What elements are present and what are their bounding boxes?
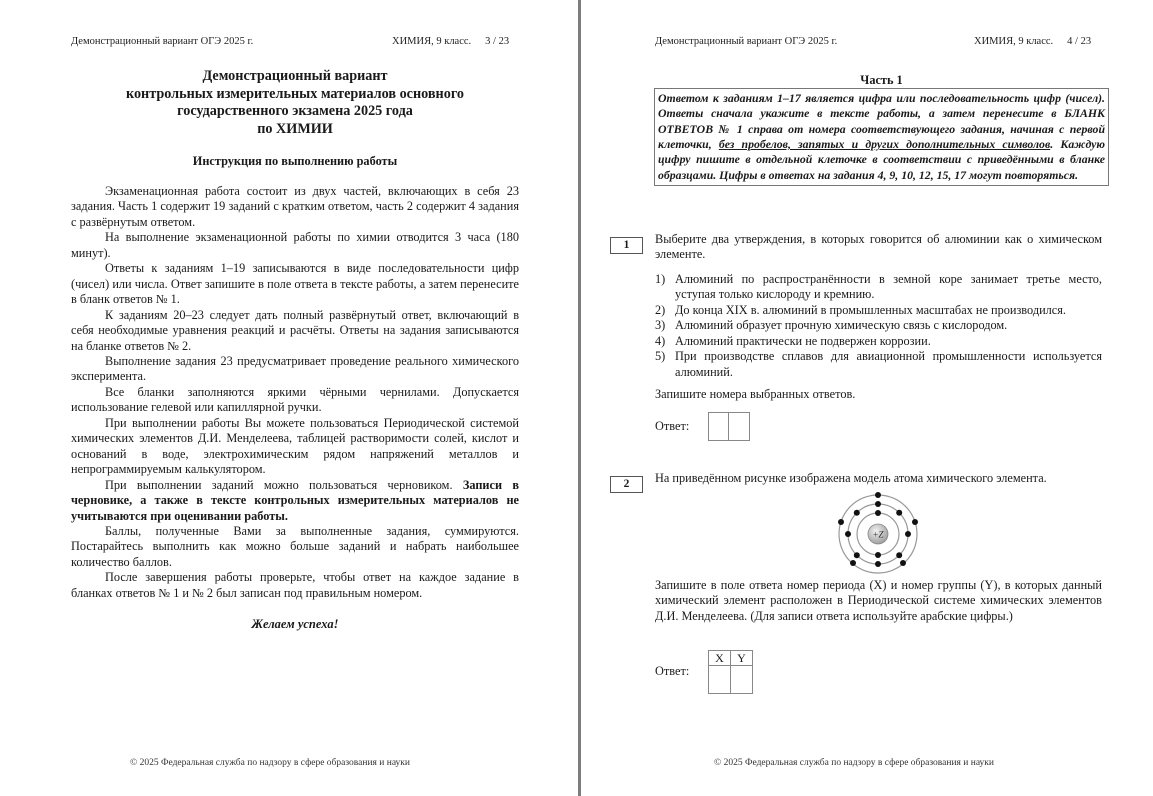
option-text: Алюминий практически не подвержен коррозии.	[675, 333, 931, 348]
option-number: 5)	[655, 349, 666, 364]
option-item	[655, 349, 1102, 380]
paragraph: При выполнении работы Вы можете пользоваться Периодической системой химических элементов Д.И. Менделеева, таблицей растворимости солей, кислот и оснований в воде, электрохимическим рядом напряжений металлов и непрограммируемым калькулятором.	[71, 415, 519, 477]
option-number: 3)	[655, 318, 666, 333]
good-luck-text: Желаем успеха!	[251, 617, 339, 631]
paragraph: Выполнение задания 23 предусматривает проведение реального химического эксперимента.	[71, 353, 519, 384]
draft-bold-text: Записи в черновике, а также в тексте контрольных измерительных материалов не учитываются при оценивании работы.	[71, 477, 519, 523]
title-line: контрольных измерительных материалов основного	[125, 85, 465, 102]
running-head-subject-page	[974, 36, 1091, 47]
answer-cell-1[interactable]	[709, 413, 729, 440]
column-header-y: Y	[731, 651, 753, 666]
task-2-answer-label: Ответ:	[655, 664, 690, 678]
option-item	[655, 318, 1102, 333]
answer-cell-2[interactable]	[729, 413, 749, 440]
task-1-options	[655, 272, 1102, 380]
column-header-x: X	[709, 651, 731, 666]
running-head-exam: Демонстрационный вариант ОГЭ 2025 г.	[655, 36, 838, 47]
option-text: Алюминий по распространённости в земной коре занимает третье место, уступая только кислороду и кремнию.	[675, 272, 1102, 302]
running-head-subject: ХИМИЯ, 9 класс.	[974, 36, 1054, 47]
option-item	[655, 303, 1102, 318]
option-text: До конца XIX в. алюминий в промышленных масштабах не производился.	[675, 302, 1066, 317]
page-number: 4 / 23	[1067, 36, 1092, 47]
task-2-question: На приведённом рисунке изображена модель атома химического элемента.	[655, 471, 1047, 485]
task-number-2: 2	[610, 476, 643, 493]
page-number: 3 / 23	[485, 36, 510, 47]
paragraph-draft	[71, 478, 519, 524]
paragraph: После завершения работы проверьте, чтобы ответ на каждое задание в бланках ответов № 1 и № 2 был записан под правильным номером.	[71, 570, 519, 600]
document-title	[70, 68, 520, 138]
answer-cell-y[interactable]	[731, 666, 753, 694]
draft-normal-text: При выполнении заданий можно пользоваться черновиком.	[105, 477, 463, 492]
task-2-prompt: Запишите в поле ответа номер периода (X) и номер группы (Y), в которых данный химический элемент расположен в Периодической системе химических элементов Д.И. Менделеева. (Для записи ответа используйте арабские цифры.)	[655, 578, 1102, 623]
page-4	[581, 0, 1153, 796]
option-text: Алюминий образует прочную химическую связь с кислородом.	[675, 318, 1008, 333]
option-number: 2)	[655, 302, 666, 317]
paragraph: Ответы к заданиям 1–19 записываются в виде последовательности цифр (чисел) или числа. Ответ запишите в поле ответа в тексте работы, а затем перенесите в бланк ответов № 1.	[71, 261, 519, 307]
title-line: по ХИМИИ	[257, 120, 333, 137]
title-line: Демонстрационный вариант	[202, 68, 388, 84]
paragraph: На выполнение экзаменационной работы по химии отводится 3 часа (180 минут).	[71, 230, 519, 260]
footer-copyright: © 2025 Федеральная служба по надзору в сфере образования и науки	[714, 758, 995, 768]
option-item	[655, 334, 1102, 349]
task-2-answer-table	[708, 650, 753, 694]
nucleus-label: +Z	[872, 529, 884, 540]
instruction-text: Ответом к заданиям 1–17 является цифра или последовательность цифр (чисел). Ответы сначала укажите в тексте работы, а затем перенесите в БЛАНК ОТВЕТОВ № 1 справа от номера соответствующего задания, начиная с первой клеточки,	[658, 91, 1105, 152]
option-number: 1)	[655, 272, 666, 286]
task-1-answer-box[interactable]	[708, 412, 750, 441]
part-instructions-box	[654, 88, 1109, 186]
option-text: При производстве сплавов для авиационной промышленности используется алюминий.	[675, 349, 1102, 379]
instruction-text-end: . Каждую цифру пишите в отдельной клеточке в соответствии с приведёнными в бланке образцами. Цифры в ответах на задания 4, 9, 10, 12, 15, 17 могут повторяться.	[658, 137, 1105, 182]
title-line: государственного экзамена 2025 года	[177, 103, 413, 120]
paragraph: Экзаменационная работа состоит из двух частей, включающих в себя 23 задания. Часть 1 содержит 19 заданий с кратким ответом, часть 2 содержит 4 задания с развёрнутым ответом.	[71, 184, 519, 229]
task-1-question: Выберите два утверждения, в которых говорится об алюминии как о химическом элементе.	[655, 232, 1102, 262]
instructions-heading: Инструкция по выполнению работы	[192, 154, 398, 168]
task-1-prompt: Запишите номера выбранных ответов.	[655, 387, 856, 401]
instruction-underlined: без пробелов, запятых и других дополнительных символов	[718, 137, 1051, 152]
running-head-subject-page	[392, 36, 509, 47]
part-title: Часть 1	[860, 73, 903, 87]
paragraph: Баллы, полученные Вами за выполненные задания, суммируются. Постарайтесь выполнить как можно больше заданий и набрать наибольшее количество баллов.	[71, 523, 519, 569]
footer-copyright: © 2025 Федеральная служба по надзору в сфере образования и науки	[130, 758, 411, 768]
paragraph: Все бланки заполняются яркими чёрными чернилами. Допускается использование гелевой или капиллярной ручки.	[71, 384, 519, 415]
option-number: 4)	[655, 333, 666, 348]
task-number-1: 1	[610, 237, 643, 254]
task-1-answer-label: Ответ:	[655, 419, 690, 433]
paragraph: К заданиям 20–23 следует дать полный развёрнутый ответ, включающий в себя необходимые уравнения реакций и расчёты. Ответы на задания записываются на бланке ответов № 2.	[71, 307, 519, 353]
instructions-body	[71, 184, 519, 601]
running-head-exam: Демонстрационный вариант ОГЭ 2025 г.	[71, 36, 254, 47]
atom-model-figure	[835, 489, 921, 575]
answer-cell-x[interactable]	[709, 666, 731, 694]
option-item	[655, 272, 1102, 303]
running-head-subject: ХИМИЯ, 9 класс.	[392, 36, 472, 47]
